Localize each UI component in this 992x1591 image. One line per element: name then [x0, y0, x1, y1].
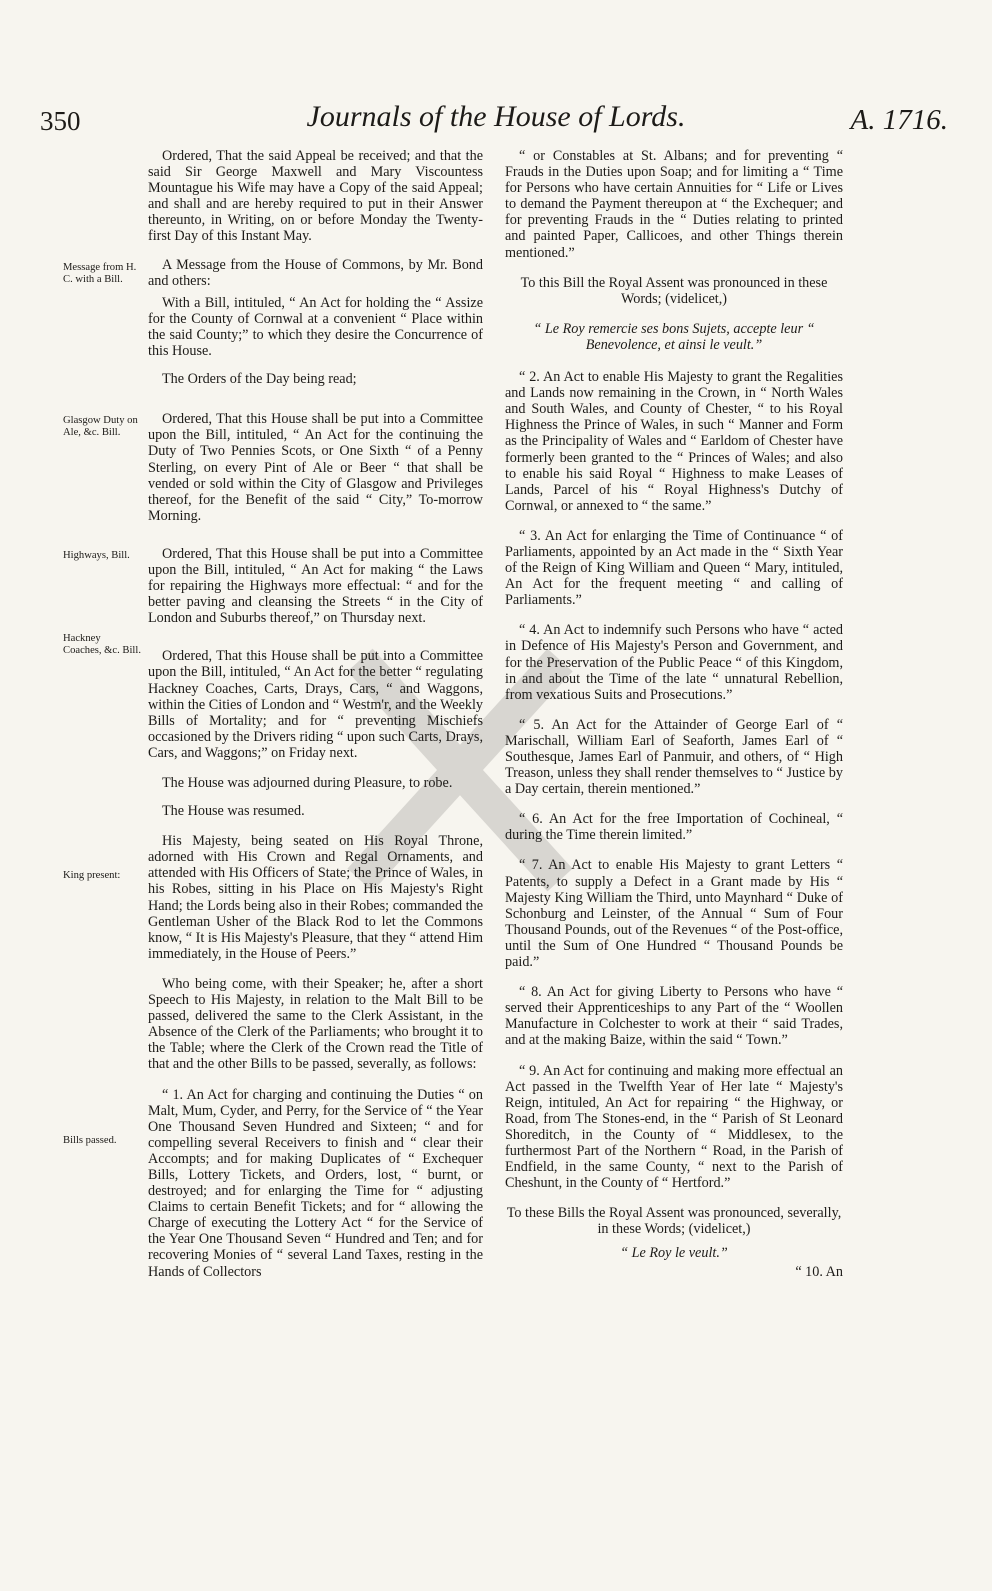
margin-note: Highways, Bill. [63, 550, 130, 561]
paragraph: “ 9. An Act for continuing and making more effectual an Act passed in the Twelfth Year of Her late “ Majesty's Reign, intituled, An Act for repairing “ the Highway, or Road, from The Stones-end, in the “ Parish of St Leonard Shoreditch, in the County of “ Middlesex, to the furthermost Part of the Northern “ Road, in the Parish of Endfield, in the same County, “ next to the Parish of Cheshunt, in the County of “ Hertford.” [505, 1062, 843, 1192]
year: A. 1716. [850, 104, 948, 136]
paragraph: “ 7. An Act to enable His Majesty to grant Letters “ Patents, to supply a Defect in a Grant made by His “ Majesty King William the Third, unto Maynhard “ Duke of Schonburg and Leinster, of the Annual “ Sum of Four Thousand Pounds, out of the Revenues “ of the Post-office, until the Sum of One Hundred “ Thousand Pounds be paid.” [505, 857, 843, 971]
page-number: 350 [40, 106, 81, 136]
paragraph: “ 8. An Act for giving Liberty to Persons who have “ served their Apprenticeships to any Part of the “ Woollen Manufacture in Colchester to work at their “ said Trades, and at the making Baize, within the said “ Town.” [505, 984, 843, 1049]
margin-note: Hackney Coaches, &c. Bill. [63, 633, 141, 656]
paragraph: “ 10. An [795, 1263, 843, 1280]
paragraph: With a Bill, intituled, “ An Act for holding the “ Assize for the County of Cornwal at a convenient “ Place within the said County;” to which they desire the Concurrence of this House. [148, 294, 483, 360]
paragraph: A Message from the House of Commons, by Mr. Bond and others: [148, 256, 483, 289]
running-head [0, 100, 992, 140]
paragraph: The Orders of the Day being read; [162, 371, 357, 388]
margin-note: Glasgow Duty on Ale, &c. Bill. [63, 415, 138, 438]
paragraph: “ 2. An Act to enable His Majesty to grant the Regalities and Lands now remaining in the Crown, in “ North Wales and South Wales, and County of Chester, “ to his Royal Highness the Prince of Wales, in such “ Manner and Form as the Principality of Wales and “ Earldom of Chester have formerly been granted to the “ Princes of Wales; and also to enable his said Royal “ Highness to make Leases of Lands, Parcel of his “ Royal Highness's Dutchy of Cornwal, or annexed to “ the same.” [505, 369, 843, 514]
paragraph: The House was adjourned during Pleasure, to robe. [162, 775, 453, 791]
paragraph: To these Bills the Royal Assent was pronounced, severally, in these Words; (videlicet,) [506, 1205, 842, 1238]
paragraph: Ordered, That this House shall be put into a Committee upon the Bill, intituled, “ An Act for the continuing the Duty of Two Pennies Scots, or One Sixth “ of a Penny Sterling, on every Pint of Ale or Beer “ that shall be vended or sold within the City of Glasgow and Privileges thereof, for the Benefit of the said “ City,” To-morrow Morning. [148, 411, 483, 524]
journal-title: Journals of the House of Lords. [306, 100, 686, 133]
paragraph: Ordered, That the said Appeal be received; and that the said Sir George Maxwell and Mary Viscountess Mountague his Wife may have a Copy of the said Appeal; and shall and are hereby required to put in their Answer thereunto, in Writing, on or before Monday the Twenty-first Day of this Instant May. [148, 148, 483, 245]
margin-note: Message from H. C. with a Bill. [63, 262, 137, 285]
margin-note: King present: [63, 870, 121, 881]
paragraph: His Majesty, being seated on His Royal Throne, adorned with His Crown and Regal Ornaments, and attended with His Officers of State; the Prince of Wales, in his Robes, sitting in his Place on His Majesty's Right Hand; the Lords being also in their Robes; commanded the Gentleman Usher of the Black Rod to let the Commons know, “ It is His Majesty's Pleasure, that they “ attend Him immediately, in the House of Peers.” [148, 833, 483, 962]
paragraph: “ 3. An Act for enlarging the Time of Continuance “ of Parliaments, appointed by an Act made in the “ Sixth Year of the Reign of King William and Queen “ Mary, intituled, An Act for the frequent meeting “ and calling of Parliaments.” [505, 527, 843, 609]
paragraph: “ or Constables at St. Albans; and for preventing “ Frauds in the Duties upon Soap; and for limiting a “ Time for Persons who have certain Annuities for “ Life or Lives to demand the Payment thereupon at “ the Exchequer; and for preventing Frauds in the “ Duties relating to printed and painted Paper, Callicoes, and other Things therein mentioned.” [505, 148, 843, 261]
paragraph: “ 6. An Act for the free Importation of Cochineal, “ during the Time therein limited.” [505, 811, 843, 844]
paragraph: The House was resumed. [162, 803, 305, 820]
paragraph: Who being come, with their Speaker; he, after a short Speech to His Majesty, in relation to the Malt Bill to be passed, delivered the same to the Clerk Assistant, in the Absence of the Clerk of the Parliaments; who brought it to the Table; where the Clerk of the Crown read the Title of that and the other Bills to be passed, severally, as follows: [148, 975, 483, 1073]
paragraph: To this Bill the Royal Assent was pronounced in these Words; (videlicet,) [520, 274, 828, 307]
paragraph: Ordered, That this House shall be put into a Committee upon the Bill, intituled, “ An Act for the better “ regulating Hackney Coaches, Carts, Drays, Cars, “ and Waggons, within the Cities of London and “ Westm'r, and the Weekly Bills of Mortality; and for “ preventing Mischiefs occasioned by the Drivers riding “ upon such Carts, Drays, Cars, and Waggons;” on Friday next. [148, 648, 483, 761]
paragraph: “ Le Roy le veult.” [620, 1245, 728, 1262]
paragraph: Ordered, That this House shall be put into a Committee upon the Bill, intituled, “ An Act for making “ the Laws for repairing the Highways more effectual: “ and for the better paving and cleansing the Streets “ in the City of London and Suburbs thereof,” on Thursday next. [148, 545, 483, 627]
paragraph: “ 1. An Act for charging and continuing the Duties “ on Malt, Mum, Cyder, and Perry, for the Service of “ the Year One Thousand Seven Hundred and Sixteen; “ and for compelling several Receivers to finish and “ clear their Accompts; and for making Duplicates of “ Exchequer Bills, Lottery Tickets, and Orders, lost, “ burnt, or destroyed; and for enlarging the Time for “ adjusting Claims to certain Benefit Tickets; and for “ allowing the Charge of executing the Lottery Act “ for the Service of the Year One Thousand Seven “ Hundred and Ten; and for recovering Monies of “ several Land Taxes, resting in the Hands of Collectors [148, 1086, 483, 1280]
margin-note: Bills passed. [63, 1135, 117, 1146]
left-column [148, 148, 483, 1280]
right-column [505, 148, 843, 1280]
paragraph: “ 4. An Act to indemnify such Persons who have “ acted in Defence of His Majesty's Person and Government, and for the Preservation of the Public Peace “ of this Kingdom, in and about the Time of the late “ unnatural Rebellion, from vexatious Suits and Prosecutions.” [505, 622, 843, 703]
paragraph: “ Le Roy remercie ses bons Sujets, accepte leur “ Benevolence, et ainsi le veult.” [533, 320, 815, 353]
paragraph: “ 5. An Act for the Attainder of George Earl of “ Marischall, William Earl of Seaforth, James Earl of “ Southesque, James Earl of Panmuir, and others, of “ High Treason, unless they shall render themselves to “ Justice by a Day certain, therein mentioned.” [505, 716, 843, 798]
